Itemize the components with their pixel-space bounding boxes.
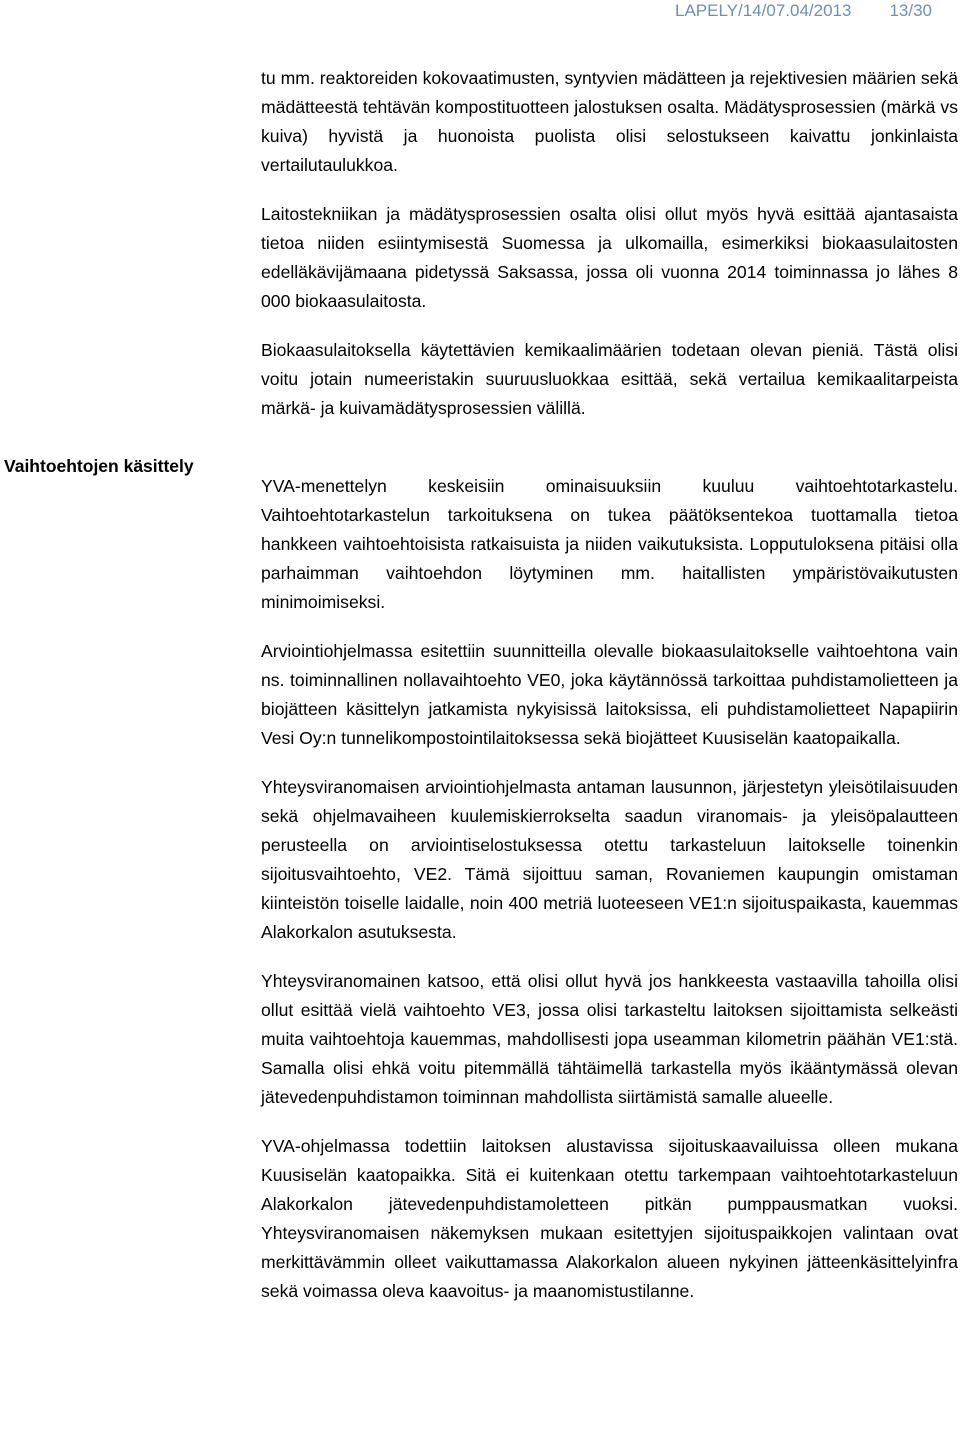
paragraph-4: YVA-menettelyn keskeisiin ominaisuuksiin kuuluu vaihtoehtotarkastelu. Vaihtoehtotarkastelun tarkoituksena on tukea päätöksentekoa tuottamalla tietoa hankkeen vaihtoehtoisista ratkaisuista ja niiden vaikutuksista. Lopputuloksena pitäisi olla parhaimman vaihtoehdon löytyminen mm. haitallisten ympäristövaikutusten minimoimiseksi. <box>261 476 958 612</box>
body-text-column <box>261 64 958 1326</box>
section-heading-alternatives: Vaihtoehtojen käsittely <box>4 456 194 476</box>
paragraph-6: Yhteysviranomaisen arviointiohjelmasta antaman lausunnon, järjestetyn yleisötilaisuuden sekä ohjelmavaiheen kuulemiskierrokselta saadun viranomais- ja yleisöpalautteen perusteella on arviointiselostuksessa otettu tarkasteluun laitokselle toinenkin sijoitusvaihtoehto, VE2. Tämä sijoittuu saman, Rovaniemen kaupungin omistaman kiinteistön toiselle laidalle, noin 400 metriä luoteeseen VE1:n sijoituspaikasta, kauemmas Alakorkalon asutuksesta. <box>261 777 958 942</box>
paragraph-3: Biokaasulaitoksella käytettävien kemikaalimäärien todetaan olevan pieniä. Tästä olisi voitu jotain numeeristakin suuruusluokkaa esittää, sekä vertailua kemikaalitarpeista märkä- ja kuivamädätysprosessien välillä. <box>261 340 958 418</box>
paragraph-8: YVA-ohjelmassa todettiin laitoksen alustavissa sijoituskaavailuissa olleen mukana Kuusiselän kaatopaikka. Sitä ei kuitenkaan otettu tarkempaan vaihtoehtotarkasteluun Alakorkalon jätevedenpuhdistamoletteen pitkän pumppausmatkan vuoksi. Yhteysviranomaisen näkemyksen mukaan esitettyjen sijoituspaikkojen valintaan ovat merkittävämmin olleet vaikuttamassa Alakorkalon alueen nykyinen jätteenkäsittelyinfra sekä voimassa oleva kaavoitus- ja maanomistustilanne. <box>261 1136 958 1301</box>
page-number: 13/30 <box>889 1 932 20</box>
paragraph-1: tu mm. reaktoreiden kokovaatimusten, syntyvien mädätteen ja rejektivesien määrien sekä mädätteestä tehtävän kompostituotteen jalostuksen osalta. Mädätysprosessien (märkä vs kuiva) hyvistä ja huonoista puolista olisi selostukseen kaivattu jonkinlaista vertailutaulukkoa. <box>261 68 958 175</box>
document-reference: LAPELY/14/07.04/2013 <box>675 1 852 20</box>
page-header <box>675 0 932 22</box>
paragraph-7: Yhteysviranomainen katsoo, että olisi ollut hyvä jos hankkeesta vastaavilla tahoilla olisi ollut esittää vielä vaihtoehto VE3, jossa olisi tarkasteltu laitoksen sijoittamista selkeästi muita vaihtoehtoja kauemmas, mahdollisesti jopa useamman kilometrin päähän VE1:stä. Samalla olisi ehkä voitu pitemmällä tähtäimellä tarkastella myös ikääntymässä olevan jätevedenpuhdistamon toiminnan mahdollista siirtämistä samalle alueelle. <box>261 971 958 1107</box>
paragraph-2: Laitostekniikan ja mädätysprosessien osalta olisi ollut myös hyvä esittää ajantasaista tietoa niiden esiintymisestä Suomessa ja ulkomailla, esimerkiksi biokaasulaitosten edelläkävijämaana pidetyssä Saksassa, jossa oli vuonna 2014 toiminnassa jo lähes 8 000 biokaasulaitosta. <box>261 204 958 311</box>
paragraph-5: Arviointiohjelmassa esitettiin suunnitteilla olevalle biokaasulaitokselle vaihtoehtona vain ns. toiminnallinen nollavaihtoehto VE0, joka käytännössä tarkoittaa puhdistamolietteen ja biojätteen käsittelyn jatkamista nykyisissä laitoksissa, eli puhdistamolietteet Napapiirin Vesi Oy:n tunnelikompostointilaitoksessa sekä biojätteet Kuusiselän kaatopaikalla. <box>261 641 958 748</box>
